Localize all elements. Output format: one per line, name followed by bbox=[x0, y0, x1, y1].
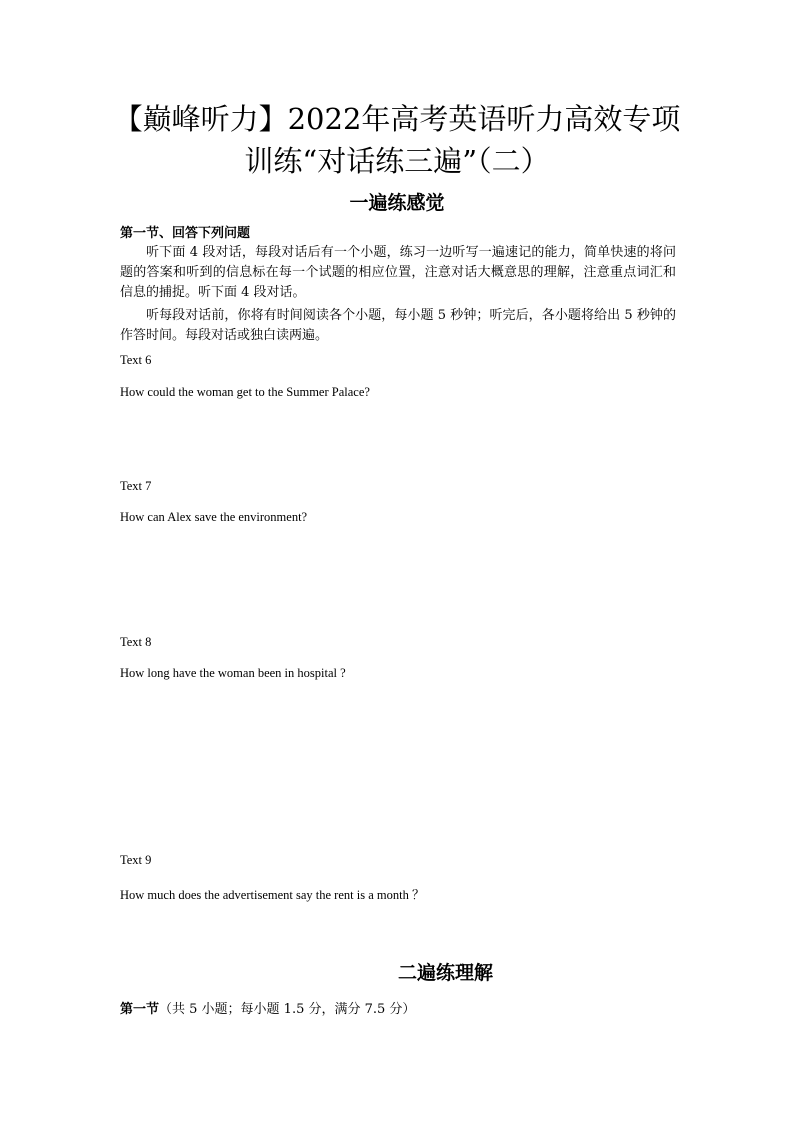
question-text-7: How can Alex save the environment? bbox=[120, 510, 308, 524]
part2-heading: 二遍练理解 bbox=[398, 962, 494, 984]
text-label-7: Text 7 bbox=[120, 479, 152, 493]
part1-heading: 一遍练感觉 bbox=[349, 192, 445, 214]
instruction-paragraph-1: 听下面 4 段对话，每段对话后有一个小题，练习一边听写一遍速记的能力，简单快速的将问题的答案和听到的信息标在每一个试题的相应位置，注意对话大概意思的理解，注意重点词汇和信息的捕捉。听下面 4 段对话。 bbox=[120, 245, 676, 300]
document-title: 【巅峰听力】2022年高考英语听力高效专项训练“对话练三遍”（二） bbox=[113, 102, 681, 178]
question-text-9: How much does the advertisement say the rent is a month ？ bbox=[120, 888, 425, 902]
question-text-6: How could the woman get to the Summer Palace? bbox=[120, 385, 370, 399]
part2-section-bold: 第一节 bbox=[120, 1002, 160, 1017]
part2-section-label bbox=[120, 998, 415, 1017]
instruction-paragraph-2: 听每段对话前，你将有时间阅读各个小题，每小题 5 秒钟；听完后，各小题将给出 5 秒钟的作答时间。每段对话或独白读两遍。 bbox=[120, 308, 676, 343]
text-label-6: Text 6 bbox=[120, 353, 152, 367]
part2-section-rest: （共 5 小题；每小题 1.5 分，满分 7.5 分） bbox=[159, 1002, 416, 1017]
question-text-8: How long have the woman been in hospital ? bbox=[120, 666, 346, 680]
text-label-8: Text 8 bbox=[120, 635, 152, 649]
part1-section-label: 第一节、回答下列问题 bbox=[120, 226, 251, 241]
text-label-9: Text 9 bbox=[120, 853, 152, 867]
